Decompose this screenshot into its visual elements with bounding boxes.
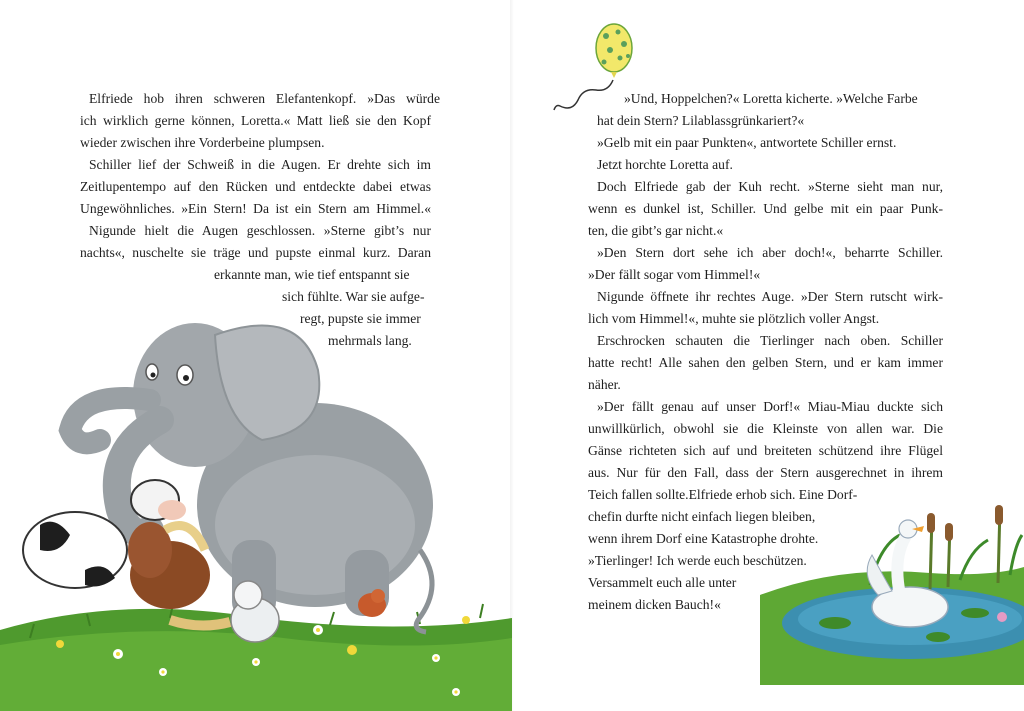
right-text-line: Doch Elfriede gab der Kuh recht. »Sterne sieht man nur,: [597, 179, 943, 194]
left-text-line: mehrmals lang.: [328, 333, 412, 348]
right-text-line: aus. Nur für den Fall, dass der Stern ausgerechnet in ihrem: [588, 465, 943, 480]
right-text-line: Erschrocken schauten die Tierlinger nach oben. Schiller: [597, 333, 943, 348]
right-text-line: lich vom Himmel!«, muhte sie plötzlich voller Angst.: [588, 311, 880, 326]
left-text-line: Zeitlupentempo auf den Rücken und entdeckte dabei etwas: [80, 179, 431, 194]
right-text-line: »Der fällt genau auf unser Dorf!« Miau-Miau duckte sich: [597, 399, 943, 414]
right-text-line: »Gelb mit ein paar Punkten«, antwortete Schiller ernst.: [597, 135, 897, 150]
left-text-line: sich fühlte. War sie aufge-: [282, 289, 425, 304]
right-text-line: »Und, Hoppelchen?« Loretta kicherte. »Welche Farbe: [624, 91, 918, 106]
right-text-line: ten, die gibt’s gar nicht.«: [588, 223, 724, 238]
left-text-line: Schiller lief der Schweiß in die Augen. Er drehte sich im: [89, 157, 431, 172]
right-text-line: chefin durfte nicht einfach liegen bleiben,: [588, 509, 816, 524]
right-text-line: näher.: [588, 377, 621, 392]
pond-goose-illustration: [760, 495, 1024, 685]
left-text-line: ich wirklich gerne können, Loretta.« Matt ließ sie den Kopf: [80, 113, 431, 128]
balloon: [596, 24, 632, 72]
right-text-line: Gänse richteten sich auf und breiteten schützend ihre Flügel: [588, 443, 943, 458]
left-text-line: Ungewöhnliches. »Ein Stern! Da ist ein Stern am Himmel.«: [80, 201, 431, 216]
right-text-line: Nigunde öffnete ihr rechtes Auge. »Der Stern rutscht wirk-: [597, 289, 943, 304]
left-text-line: nachts«, nuschelte sie träge und pupste einmal kurz. Daran: [80, 245, 431, 260]
elephant-animals-illustration: [0, 300, 512, 711]
right-text-line: hatte recht! Alle sahen den gelben Stern, und er kam immer: [588, 355, 943, 370]
right-text-line: Versammelt euch alle unter: [588, 575, 737, 590]
right-text-line: wenn ihrem Dorf eine Katastrophe drohte.: [588, 531, 819, 546]
right-text-line: »Den Stern dort sehe ich aber doch!«, beharrte Schiller.: [597, 245, 943, 260]
right-text-line: »Tierlinger! Ich werde euch beschützen.: [588, 553, 807, 568]
right-text-line: wenn es dunkel ist, Schiller. Und gelbe mit ein paar Punk-: [588, 201, 943, 216]
left-text-line: erkannte man, wie tief entspannt sie: [214, 267, 410, 282]
left-text-line: Elfriede hob ihren schweren Elefantenkopf. »Das würde: [89, 91, 440, 106]
left-text-line: Nigunde hielt die Augen geschlossen. »Sterne gibt’s nur: [89, 223, 431, 238]
right-text-line: Jetzt horchte Loretta auf.: [597, 157, 733, 172]
right-text-line: meinem dicken Bauch!«: [588, 597, 721, 612]
right-text-line: unwillkürlich, obwohl sie die Kleinste von allen war. Die: [588, 421, 943, 436]
right-text-line: »Der fällt sogar vom Himmel!«: [588, 267, 761, 282]
right-text-line: Teich fallen sollte.Elfriede erhob sich. Eine Dorf-: [588, 487, 858, 502]
right-text-line: hat dein Stern? Lilablassgrünkariert?«: [597, 113, 805, 128]
left-text-line: wieder zwischen ihre Vorderbeine plumpsen.: [80, 135, 325, 150]
left-text-line: regt, pupste sie immer: [300, 311, 421, 326]
